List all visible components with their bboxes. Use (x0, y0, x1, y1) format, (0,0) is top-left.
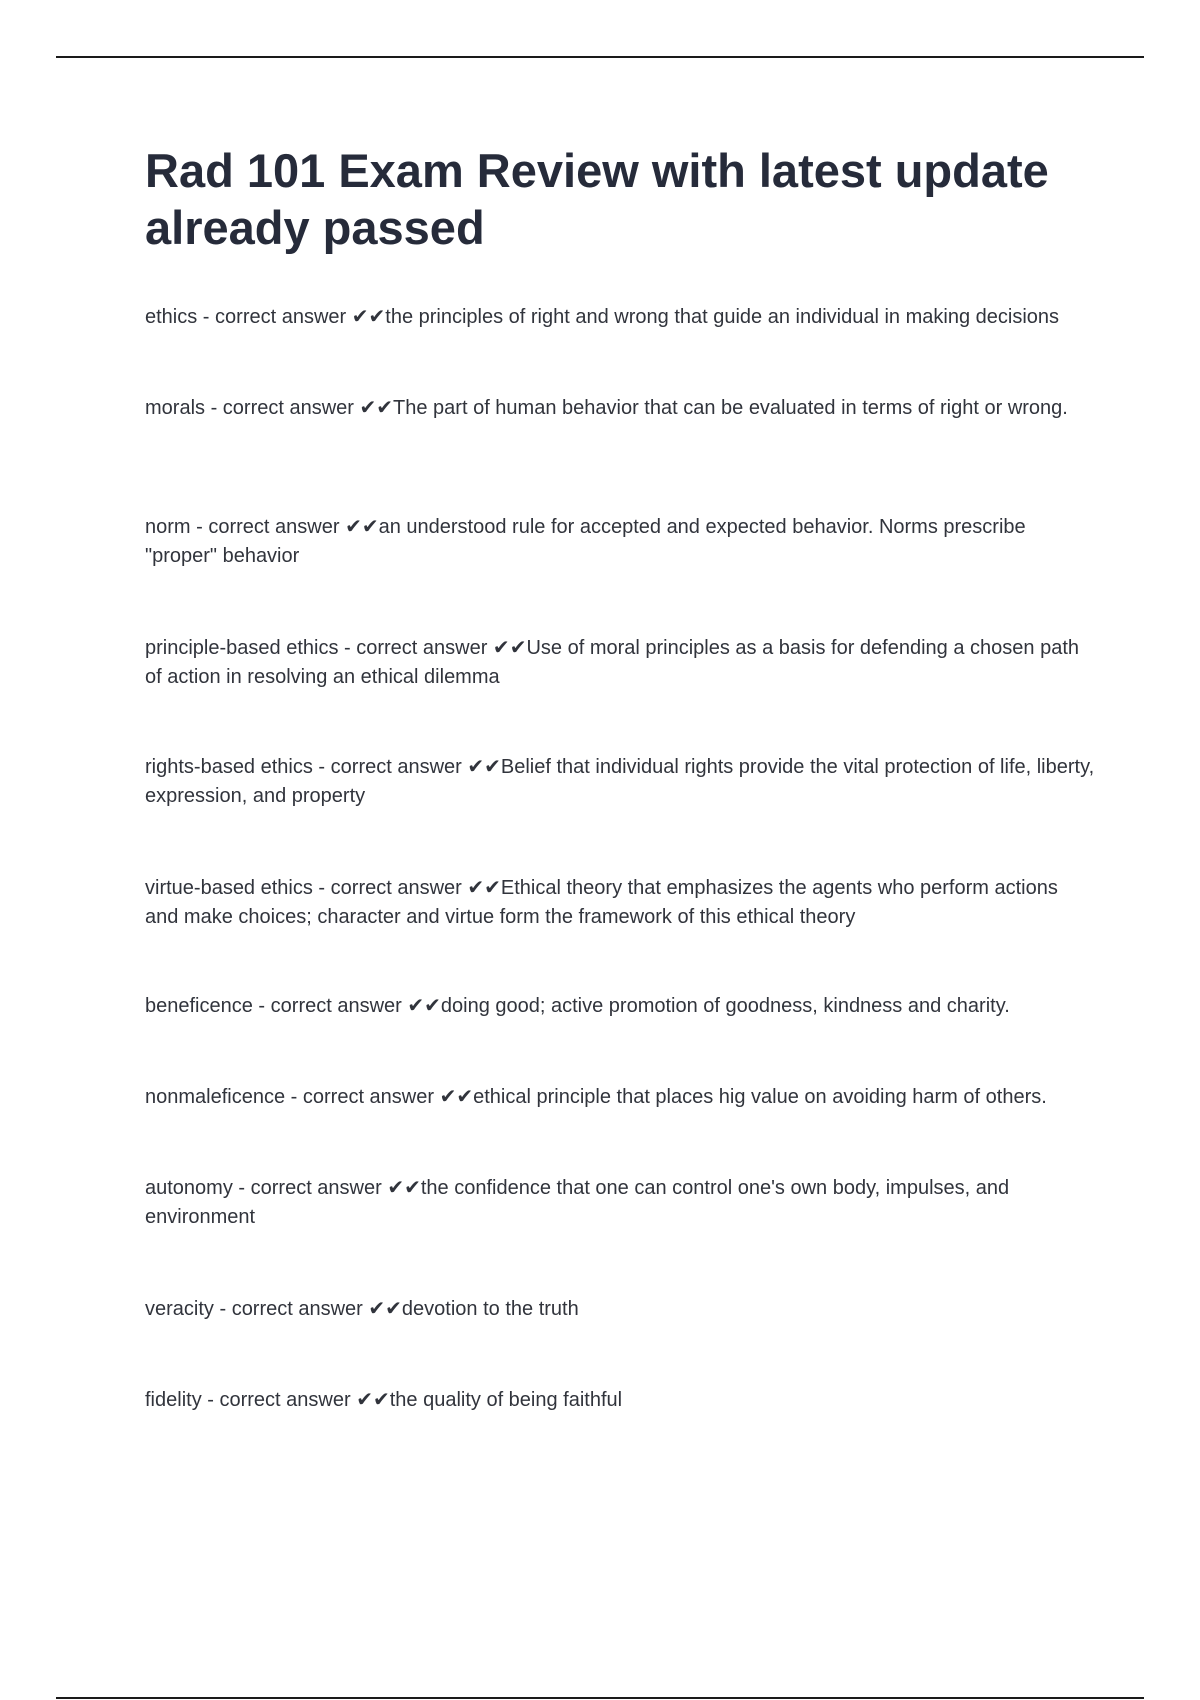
list-item (145, 513, 1095, 571)
entry-definition: an understood rule for accepted and expected behavior. Norms prescribe "proper" behavior (145, 516, 1026, 567)
list-item (145, 1386, 1095, 1415)
double-check-icon: ✔✔ (461, 877, 501, 899)
entry-definition: devotion to the truth (401, 1298, 579, 1320)
entry-definition: doing good; active promotion of goodness, kindness and charity. (440, 995, 1010, 1017)
entry-definition: the quality of being faithful (389, 1389, 623, 1411)
list-item (145, 634, 1095, 692)
double-check-icon: ✔✔ (434, 1086, 474, 1108)
double-check-icon: ✔✔ (350, 1389, 390, 1411)
entry-term: veracity (145, 1298, 214, 1320)
answer-marker: correct answer (208, 516, 340, 538)
entry-definition: Use of moral principles as a basis for defending a chosen path of action in resolving an ethical dilemma (145, 637, 1079, 688)
entry-term: principle-based ethics (145, 637, 339, 659)
list-item (145, 1083, 1095, 1112)
entry-definition: Belief that individual rights provide the vital protection of life, liberty, expression, and property (145, 756, 1095, 807)
double-check-icon: ✔✔ (401, 995, 441, 1017)
entry-separator: - (190, 516, 209, 538)
entry-term: nonmaleficence (145, 1086, 286, 1108)
list-item (145, 394, 1095, 423)
answer-marker: correct answer (330, 756, 462, 778)
entry-definition: the confidence that one can control one's own body, impulses, and environment (145, 1177, 1010, 1228)
entry-term: fidelity (145, 1389, 202, 1411)
entry-separator: - (285, 1086, 303, 1108)
answer-marker: correct answer (215, 306, 347, 328)
answer-marker: correct answer (231, 1298, 363, 1320)
entry-term: morals (145, 397, 206, 419)
double-check-icon: ✔✔ (487, 637, 527, 659)
entry-term: beneficence (145, 995, 253, 1017)
entry-separator: - (338, 637, 357, 659)
answer-marker: correct answer (356, 637, 488, 659)
entry-definition: the principles of right and wrong that guide an individual in making decisions (385, 306, 1060, 328)
entry-definition: Ethical theory that emphasizes the agents who perform actions and make choices; character and virtue form the framework of this ethical theory (145, 877, 1058, 928)
answer-marker: correct answer (222, 397, 354, 419)
answer-marker: correct answer (270, 995, 402, 1017)
entry-definition: ethical principle that places hig value on avoiding harm of others. (473, 1086, 1047, 1108)
entry-term: rights-based ethics (145, 756, 313, 778)
top-rule (56, 56, 1144, 58)
bottom-rule (56, 1697, 1144, 1699)
document-title: Rad 101 Exam Review with latest update already passed (145, 144, 1049, 254)
list-item (145, 1174, 1095, 1232)
entry-separator: - (252, 995, 271, 1017)
list-item (145, 992, 1095, 1021)
list-item (145, 753, 1095, 811)
double-check-icon: ✔✔ (353, 397, 394, 419)
entry-separator: - (312, 877, 331, 899)
answer-marker: correct answer (250, 1177, 382, 1199)
double-check-icon: ✔✔ (461, 756, 501, 778)
entry-term: autonomy (145, 1177, 233, 1199)
entry-definition: The part of human behavior that can be evaluated in terms of right or wrong. (393, 397, 1068, 419)
double-check-icon: ✔✔ (346, 306, 386, 328)
answer-marker: correct answer (302, 1086, 435, 1108)
entry-separator: - (312, 756, 331, 778)
double-check-icon: ✔✔ (339, 516, 379, 538)
list-item (145, 303, 1095, 332)
double-check-icon: ✔✔ (381, 1177, 421, 1199)
entry-separator: - (232, 1177, 251, 1199)
answer-marker: correct answer (330, 877, 462, 899)
list-item (145, 874, 1095, 932)
entry-separator: - (197, 306, 216, 328)
entry-term: ethics (145, 306, 198, 328)
answer-marker: correct answer (219, 1389, 351, 1411)
entry-separator: - (205, 397, 223, 419)
entry-term: norm (145, 516, 191, 538)
entry-separator: - (201, 1389, 220, 1411)
entry-separator: - (213, 1298, 232, 1320)
list-item (145, 1295, 1095, 1324)
entry-term: virtue-based ethics (145, 877, 313, 899)
double-check-icon: ✔✔ (362, 1298, 402, 1320)
